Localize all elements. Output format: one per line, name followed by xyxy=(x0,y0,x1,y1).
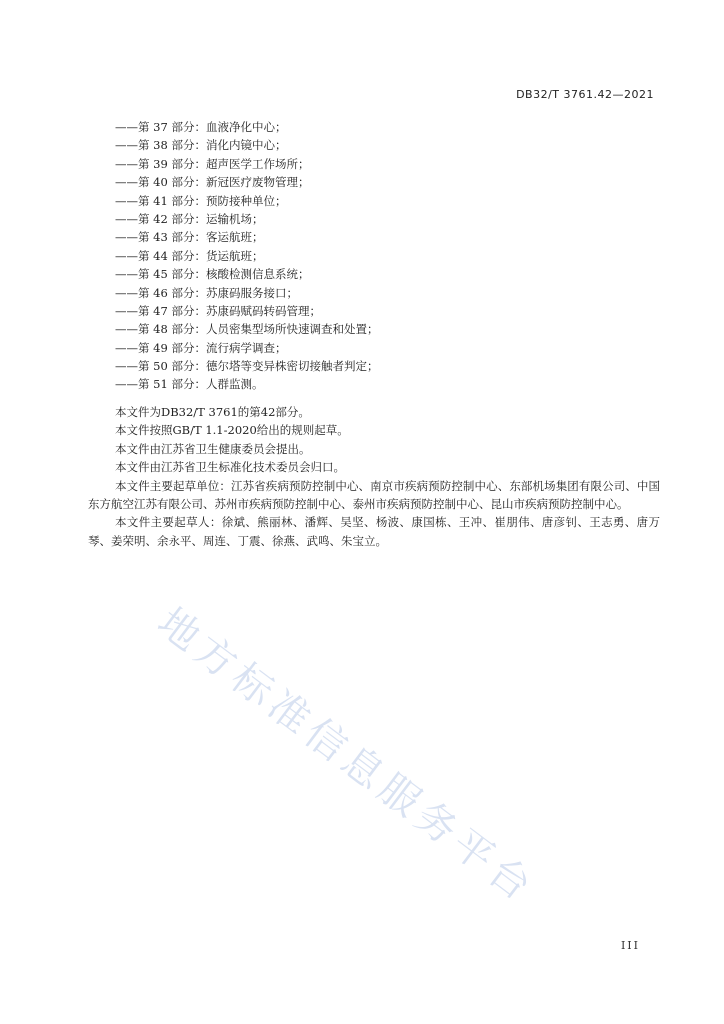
document-code: DB32/T 3761.42—2021 xyxy=(516,88,654,101)
list-item: ——第 40 部分：新冠医疗废物管理； xyxy=(115,175,310,190)
list-item: ——第 43 部分：客运航班； xyxy=(115,230,264,245)
list-item: ——第 38 部分：消化内镜中心； xyxy=(115,138,287,153)
paragraph-centralized-by: 本文件由江苏省卫生标准化技术委员会归口。 xyxy=(115,460,345,475)
list-item: ——第 45 部分：核酸检测信息系统； xyxy=(115,267,310,282)
list-item: ——第 37 部分：血液净化中心； xyxy=(115,120,287,134)
list-item: ——第 39 部分：超声医学工作场所； xyxy=(115,156,310,171)
body-paragraphs xyxy=(88,403,660,550)
paragraph-drafters: 本文件主要起草人：徐斌、熊丽林、潘辉、吴坚、杨波、康国栋、王冲、崔朋伟、唐彦钊、王志勇、唐万琴、姜荣明、余永平、周连、丁震、徐燕、武鸣、朱宝立。 xyxy=(88,515,660,548)
list-item: ——第 47 部分：苏康码赋码转码管理； xyxy=(115,303,321,318)
parts-list xyxy=(115,118,378,394)
list-item: ——第 46 部分：苏康码服务接口； xyxy=(115,285,298,300)
list-item: ——第 51 部分：人群监测。 xyxy=(115,377,264,392)
watermark-text: 地方标准信息服务平台 xyxy=(148,599,544,913)
list-item: ——第 48 部分：人员密集型场所快速调查和处置； xyxy=(115,322,379,337)
list-item: ——第 50 部分：德尔塔等变异株密切接触者判定； xyxy=(115,359,379,374)
list-item: ——第 44 部分：货运航班； xyxy=(115,248,264,263)
paragraph-drafting-rules: 本文件按照GB/T 1.1-2020给出的规则起草。 xyxy=(115,423,349,438)
list-item: ——第 42 部分：运输机场； xyxy=(115,211,264,226)
paragraph-part-statement: 本文件为DB32/T 3761的第42部分。 xyxy=(115,405,310,419)
page-number: III xyxy=(620,939,640,952)
paragraph-proposed-by: 本文件由江苏省卫生健康委员会提出。 xyxy=(115,441,311,456)
list-item: ——第 49 部分：流行病学调查； xyxy=(115,340,287,355)
list-item: ——第 41 部分：预防接种单位； xyxy=(115,193,287,208)
paragraph-drafting-units: 本文件主要起草单位：江苏省疾病预防控制中心、南京市疾病预防控制中心、东部机场集团有限公司、中国东方航空江苏有限公司、苏州市疾病预防控制中心、泰州市疾病预防控制中心、昆山市疾病预防控制中心。 xyxy=(88,478,660,512)
